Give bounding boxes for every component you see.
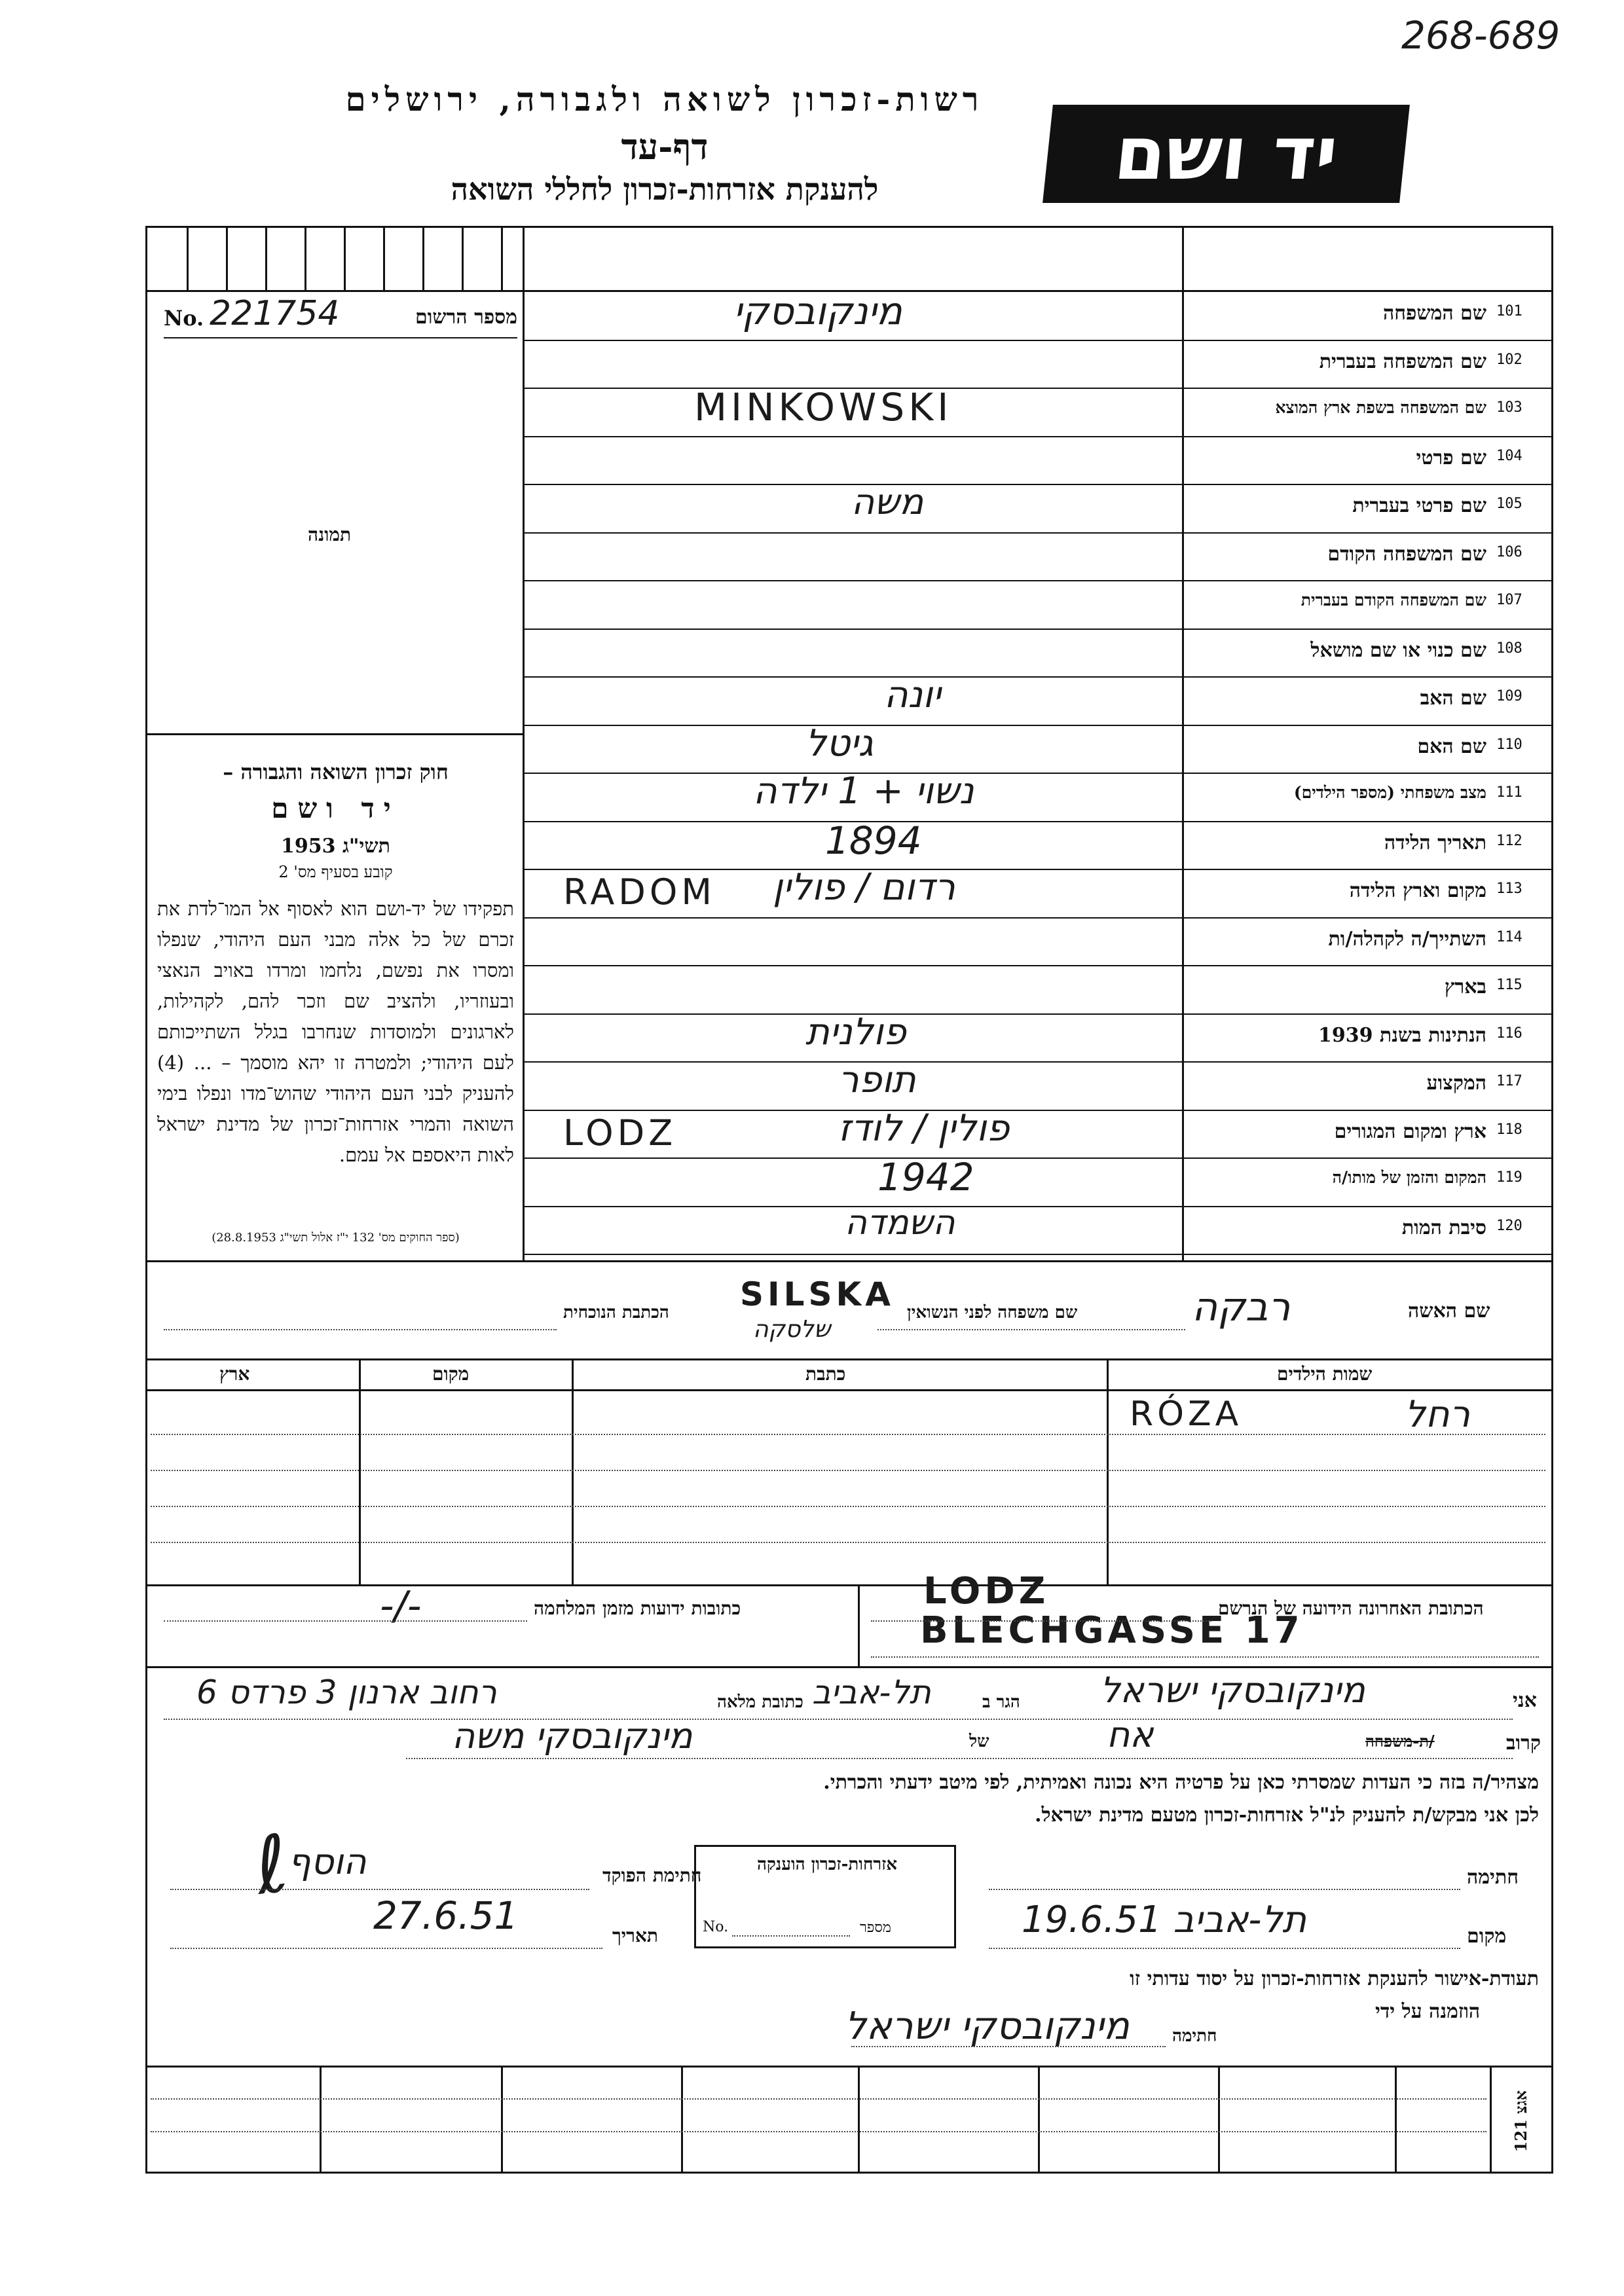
- wife-maiden-label: שם משפחה לפני הנשואין: [907, 1303, 1078, 1322]
- wife-label: שם האשה: [1408, 1300, 1490, 1322]
- field-row-line: [523, 340, 1553, 341]
- field-label: שם המשפחה בשפת ארץ המוצא: [1275, 398, 1486, 417]
- field-value-latin: RADOM: [563, 871, 716, 913]
- field-value: פולין / לודז: [838, 1106, 1010, 1150]
- of-label: של: [969, 1732, 989, 1751]
- field-number: 107: [1496, 592, 1522, 608]
- field-row-line: [523, 1206, 1553, 1207]
- citizenship-box-title: אזרחות-זכרון הוענקה: [756, 1855, 898, 1874]
- field-value: נשוי + 1 ילדה: [753, 770, 974, 812]
- field-row-line: [523, 821, 1553, 822]
- declaration-line1: מצהיר/ה בזה כי העדות שמסרתי כאן על פרטיה היא נכונה ואמיתית, לפי מיטב ידעתי והכרתי.: [823, 1771, 1539, 1794]
- field-label: שם כנוי או שם מושאל: [1310, 638, 1486, 662]
- stamp-code: אגצ 121: [1511, 2090, 1530, 2153]
- field-value: תופר: [838, 1059, 916, 1101]
- institution-name: רשות-זכרון לשואה ולגבורה, ירושלים: [345, 80, 984, 118]
- law-name: יד ושם: [271, 792, 400, 824]
- field-value: רדום / פולין: [773, 866, 955, 909]
- field-number: 114: [1496, 928, 1522, 945]
- last-address-line2: BLECHGASSE 17: [920, 1609, 1304, 1652]
- field-label: שם המשפחה הקודם: [1327, 542, 1486, 566]
- field-number: 111: [1496, 784, 1522, 801]
- wife-name: רבקה: [1192, 1285, 1291, 1330]
- field-label: שם האם: [1417, 735, 1486, 758]
- law-body: תפקידו של יד-ושם הוא לאסוף אל המו־לדת את זכרם של כל אלה מבני העם היהודי, שנפלו ומסרו את נפשם, נלחמו ומרדו באויב הנאצי ובעוזריו, ולהציב שם וזכר להם, לקהילות, לארגונים ולמוסדות שנחרבו בגלל השתייכותם לעם היהודי; ולמטרה זו יהא מוסמך – ... (4) להעניק לבני העם היהודי שהוש־מדו ונפלו בימי השואה והמרי אזרחות־זכרון של מדינת ישראל לאות היאספם אל עמם.: [157, 898, 514, 1166]
- field-label: מצב משפחתי (מספר הילדים): [1293, 783, 1486, 802]
- archive-number: 268-689: [1401, 13, 1560, 58]
- form-subtitle: להענקת אזרחות-זכרון לחללי השואה: [451, 172, 879, 207]
- field-number: 119: [1496, 1169, 1522, 1186]
- field-label: שם פרטי: [1416, 446, 1486, 469]
- field-row-line: [523, 773, 1553, 774]
- yad-vashem-logo: [1043, 105, 1410, 203]
- current-address-label: הכתבת הנוכחית: [563, 1303, 669, 1322]
- invited-label: הוזמנה על ידי: [1375, 2000, 1481, 2023]
- registration-cell: [164, 294, 517, 338]
- declarant-address-label: כתובת מלאה: [717, 1692, 803, 1712]
- date-value: 27.6.51: [373, 1893, 519, 1938]
- field-value: 1942: [877, 1155, 974, 1199]
- citizenship-no-prefix: No.: [703, 1919, 729, 1935]
- field-value: השמדה: [845, 1203, 955, 1243]
- field-label: סיבת המות: [1401, 1216, 1486, 1239]
- field-row-line: [523, 436, 1553, 437]
- field-number: 105: [1496, 496, 1522, 512]
- date-label: תאריך: [612, 1925, 658, 1946]
- field-number: 108: [1496, 640, 1522, 657]
- children-header-names: שמות הילדים: [1277, 1363, 1373, 1385]
- field-number: 115: [1496, 977, 1522, 993]
- field-number: 117: [1496, 1073, 1522, 1089]
- signature-label: חתימה: [1467, 1866, 1519, 1889]
- law-year: תשי"ג 1953: [281, 835, 390, 858]
- field-number: 101: [1496, 303, 1522, 319]
- field-label: שם האב: [1420, 687, 1486, 710]
- of-value: מינקובסקי משה: [452, 1715, 693, 1757]
- field-row-line: [523, 869, 1553, 870]
- field-number: 109: [1496, 688, 1522, 704]
- field-value: גיטל: [805, 721, 874, 765]
- field-row-line: [523, 1061, 1553, 1063]
- form-title: דף-עד: [621, 126, 709, 168]
- wife-maiden-name: SILSKA: [740, 1275, 895, 1313]
- field-number: 104: [1496, 447, 1522, 464]
- field-label: שם פרטי בעברית: [1352, 494, 1486, 517]
- officer-signature: הוסף: [288, 1841, 367, 1882]
- field-row-line: [523, 580, 1553, 581]
- field-row-line: [523, 1157, 1553, 1159]
- field-row-line: [523, 725, 1553, 726]
- field-value: MINKOWSKI: [694, 385, 953, 429]
- children-header-place: מקום: [432, 1363, 470, 1385]
- field-label: המקום והזמן של מותו/ה: [1332, 1168, 1486, 1187]
- declarant-city: תל-אביב: [812, 1673, 931, 1711]
- field-label: שם המשפחה הקודם בעברית: [1301, 591, 1486, 610]
- field-number: 103: [1496, 399, 1522, 416]
- registration-label: מספר הרשום: [415, 306, 517, 329]
- field-label: השתייך/ה לקהלה/ות: [1328, 927, 1486, 951]
- declarant-name: מינקובסקי ישראל: [1100, 1669, 1365, 1711]
- field-label: בארץ: [1444, 975, 1486, 998]
- field-number: 102: [1496, 351, 1522, 368]
- field-number: 110: [1496, 736, 1522, 753]
- field-number: 120: [1496, 1217, 1522, 1234]
- stamp-code-cell: [1498, 2075, 1544, 2167]
- last-address-label: הכתובת האחרונה הידועה של הנרשם: [1218, 1597, 1484, 1619]
- place-value: תל-אביב 19.6.51: [1022, 1899, 1307, 1941]
- field-label: ארץ ומקום המגורים: [1334, 1120, 1486, 1143]
- wife-maiden-note: שלסקה: [753, 1316, 831, 1343]
- registration-no-prefix: No.: [164, 306, 204, 331]
- photo-label: תמונה: [308, 524, 352, 545]
- logo-text: יד ושם: [1111, 111, 1342, 196]
- field-row-line: [523, 484, 1553, 485]
- field-row-line: [523, 1110, 1553, 1111]
- child-name-hebrew: רחל: [1405, 1393, 1471, 1436]
- field-row-line: [523, 532, 1553, 534]
- field-label: הנתינות בשנת 1939: [1318, 1023, 1486, 1047]
- last-address-line1: LODZ: [923, 1570, 1050, 1613]
- citizenship-box: [694, 1845, 956, 1948]
- wartime-value: -/-: [380, 1583, 422, 1629]
- field-row-line: [523, 1013, 1553, 1015]
- field-label: שם המשפחה: [1382, 302, 1486, 325]
- law-clause: קובע בסעיף מס' 2: [278, 863, 393, 881]
- field-value: מינקובסקי: [733, 289, 902, 333]
- children-header-country: ארץ: [219, 1363, 250, 1385]
- field-row-line: [523, 965, 1553, 966]
- field-value: פולנית: [805, 1010, 906, 1053]
- relative-value: אח: [1107, 1714, 1154, 1755]
- field-value: משה: [851, 481, 924, 522]
- field-value: יונה: [884, 674, 941, 716]
- field-label: שם המשפחה בעברית: [1319, 350, 1486, 373]
- child-name-latin: RÓZA: [1130, 1394, 1243, 1434]
- signature-flourish-icon: ℓ: [249, 1818, 295, 1913]
- field-row-line: [523, 676, 1553, 678]
- certificate-line: תעודת-אישור להענקת אזרחות-זכרון על יסוד עדותי זו: [1130, 1967, 1539, 1990]
- field-label: מקום וארץ הלידה: [1349, 879, 1486, 902]
- citizenship-no-label: מספר: [860, 1920, 891, 1936]
- children-header-address: כתבת: [805, 1363, 846, 1385]
- field-label: תאריך הלידה: [1384, 831, 1486, 854]
- field-row-line: [523, 1254, 1553, 1255]
- witness-signature: מינקובסקי ישראל: [845, 2003, 1130, 2048]
- field-label: המקצוע: [1426, 1072, 1486, 1095]
- declarant-address: רחוב ארנון 3 פרדס 6: [196, 1673, 497, 1711]
- place-label: מקום: [1467, 1925, 1507, 1948]
- sign-label: חתימה: [1172, 2026, 1217, 2046]
- field-row-line: [523, 917, 1553, 919]
- field-number: 106: [1496, 543, 1522, 560]
- officer-label: חתימת הפוקד: [602, 1865, 702, 1886]
- field-value-latin: LODZ: [563, 1112, 677, 1154]
- law-title: חוק זכרון השואה והגבורה –: [223, 759, 449, 784]
- field-number: 116: [1496, 1025, 1522, 1042]
- field-value: 1894: [825, 818, 922, 863]
- declaration-line2: לכן אני מבקש/ת להעניק לנ"ל אזרחות-זכרון מטעם מדינת ישראל.: [1035, 1804, 1539, 1827]
- relative-strike: /ת-משפחה: [1365, 1732, 1435, 1751]
- relative-label: קרוב: [1506, 1732, 1541, 1755]
- field-row-line: [523, 629, 1553, 630]
- field-number: 118: [1496, 1121, 1522, 1138]
- field-row-line: [523, 388, 1553, 389]
- law-citation: (ספר החוקים מס' 132 י"ז אלול תשי"ג 28.8.1953): [212, 1231, 460, 1245]
- declarant-resides-label: הגר ב: [982, 1692, 1020, 1712]
- field-number: 113: [1496, 881, 1522, 897]
- declarant-i-label: אני: [1513, 1689, 1537, 1712]
- field-number: 112: [1496, 832, 1522, 849]
- registration-number: 221754: [210, 294, 340, 333]
- wartime-label: כתובות ידועות מזמן המלחמה: [534, 1597, 741, 1619]
